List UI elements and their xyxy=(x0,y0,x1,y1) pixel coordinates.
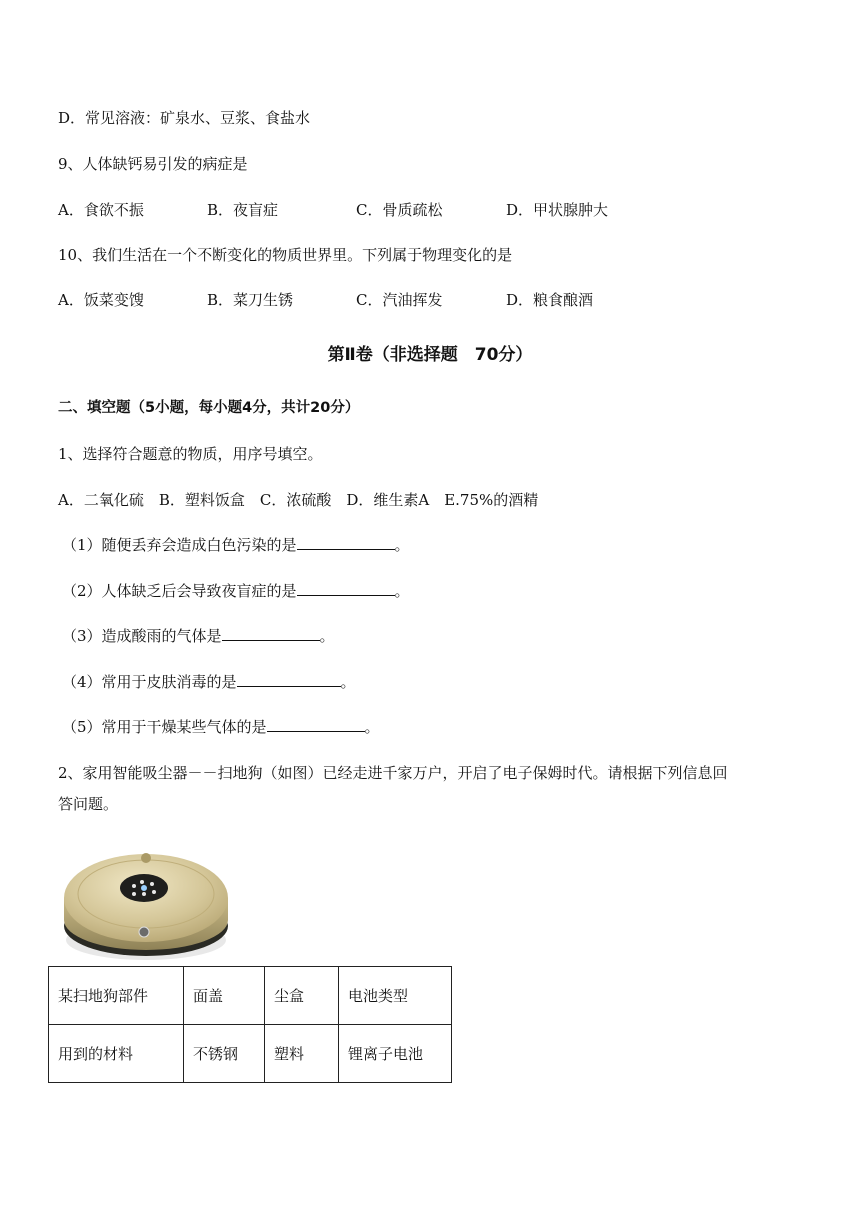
fill1-item-4-text: （4）常用于皮肤消毒的是 xyxy=(62,673,237,691)
fill1-item-2 xyxy=(62,581,410,601)
answer-blank[interactable] xyxy=(222,626,320,641)
q9-option-c: C．骨质疏松 xyxy=(356,201,443,219)
table-cell: 用到的材料 xyxy=(49,1025,184,1083)
q9-stem: 9、人体缺钙易引发的病症是 xyxy=(58,155,248,173)
robot-vacuum-image xyxy=(60,836,232,964)
fill1-item-2-text: （2）人体缺乏后会导致夜盲症的是 xyxy=(62,582,297,600)
table-cell: 不锈钢 xyxy=(184,1025,265,1083)
q10-option-d: D．粮食酿酒 xyxy=(506,291,594,309)
q9-option-d: D．甲状腺肿大 xyxy=(506,201,609,219)
table-cell: 面盖 xyxy=(184,967,265,1025)
table-cell: 尘盒 xyxy=(265,967,339,1025)
table-row xyxy=(49,1025,452,1083)
q10-option-b: B．菜刀生锈 xyxy=(207,291,294,309)
fill1-stem: 1、选择符合题意的物质，用序号填空。 xyxy=(58,445,323,463)
table-row xyxy=(49,967,452,1025)
q9-option-a: A．食欲不振 xyxy=(58,201,144,219)
table-cell: 塑料 xyxy=(265,1025,339,1083)
answer-blank[interactable] xyxy=(297,581,395,596)
part2-title: 第Ⅱ卷（非选择题 70分） xyxy=(327,345,533,365)
fill1-item-3 xyxy=(62,626,335,646)
fill1-item-1-end: 。 xyxy=(394,536,410,554)
fill1-item-1-text: （1）随便丢弃会造成白色污染的是 xyxy=(62,536,297,554)
fill1-item-4 xyxy=(62,672,356,692)
q8-option-d: D．常见溶液：矿泉水、豆浆、食盐水 xyxy=(58,109,311,127)
q10-option-a: A．饭菜变馊 xyxy=(58,291,144,309)
table-cell: 某扫地狗部件 xyxy=(49,967,184,1025)
fill1-item-3-end: 。 xyxy=(319,627,335,645)
fill1-item-5-text: （5）常用于干燥某些气体的是 xyxy=(62,718,267,736)
table-cell: 电池类型 xyxy=(339,967,452,1025)
parts-material-table xyxy=(48,966,452,1083)
section2-heading: 二、填空题（5小题，每小题4分，共计20分） xyxy=(58,400,360,416)
fill2-stem-line2: 答问题。 xyxy=(58,795,119,813)
q9-option-b: B．夜盲症 xyxy=(207,201,279,219)
q10-stem: 10、我们生活在一个不断变化的物质世界里。下列属于物理变化的是 xyxy=(58,246,513,264)
fill2-stem-line1: 2、家用智能吸尘器－－扫地狗（如图）已经走进千家万户，开启了电子保姆时代。请根据下列信息回 xyxy=(58,764,728,782)
fill1-item-5 xyxy=(62,717,380,737)
answer-blank[interactable] xyxy=(237,672,341,687)
fill1-item-1 xyxy=(62,535,410,555)
answer-blank[interactable] xyxy=(267,717,365,732)
fill1-item-5-end: 。 xyxy=(364,718,380,736)
q10-option-c: C．汽油挥发 xyxy=(356,291,443,309)
fill1-item-4-end: 。 xyxy=(340,673,356,691)
answer-blank[interactable] xyxy=(297,535,395,550)
fill1-item-3-text: （3）造成酸雨的气体是 xyxy=(62,627,222,645)
table-cell: 锂离子电池 xyxy=(339,1025,452,1083)
fill1-item-2-end: 。 xyxy=(394,582,410,600)
fill1-choices: A．二氧化硫 B．塑料饭盒 C．浓硫酸 D．维生素A E.75%的酒精 xyxy=(58,491,539,509)
